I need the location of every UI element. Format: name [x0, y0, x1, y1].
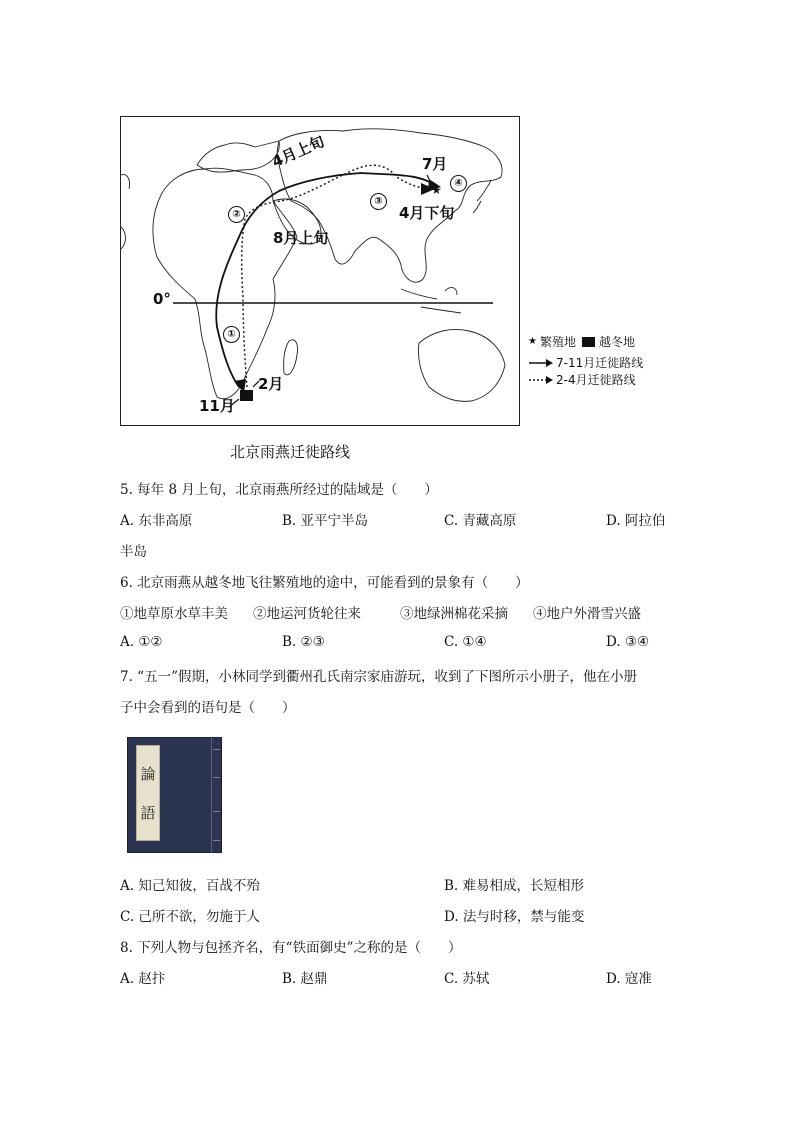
world-map-outline [121, 117, 521, 427]
q6-statement-2: ②地运河货轮往来 [253, 606, 361, 622]
lunyu-booklet-image [127, 737, 222, 853]
label-aug-early: 8月上旬 [273, 229, 329, 247]
book-stitch [213, 777, 220, 778]
book-stitch [213, 840, 220, 841]
q6-option-a[interactable]: A. ①② [120, 634, 163, 650]
q5-option-d-wrap: 半岛 [120, 544, 147, 560]
marker-4: ④ [450, 175, 467, 192]
route-spring-path [242, 165, 433, 387]
book-title-label [136, 745, 160, 841]
legend-route-autumn [528, 354, 643, 371]
label-jul: 7月 [422, 155, 448, 173]
breeding-ground-marker: ★ [431, 183, 442, 197]
q6-statement-1: ①地草原水草丰美 [120, 606, 228, 622]
map-caption: 北京雨燕迁徙路线 [230, 443, 351, 461]
question-7-stem-line2: 子中会看到的语句是（ ） [120, 700, 296, 716]
q5-option-b[interactable]: B. 亚平宁半岛 [282, 513, 369, 529]
label-apr-early: 4月上旬 [269, 132, 328, 172]
label-nov: 11月 [199, 397, 235, 415]
q7-option-d[interactable]: D. 法与时移，禁与能变 [444, 909, 585, 925]
q7-option-c[interactable]: C. 己所不欲，勿施于人 [120, 909, 260, 925]
legend-wintering-label: 越冬地 [598, 335, 635, 349]
q8-option-a[interactable]: A. 赵抃 [120, 971, 166, 987]
africa-outline [153, 168, 297, 399]
marker-2: ② [228, 206, 245, 223]
q5-option-d[interactable]: D. 阿拉伯 [606, 513, 666, 529]
q6-statement-4: ④地户外滑雪兴盛 [533, 606, 641, 622]
q8-option-b[interactable]: B. 赵鼎 [282, 971, 328, 987]
q6-option-b[interactable]: B. ②③ [282, 634, 325, 650]
star-icon: ★ [528, 336, 537, 347]
solid-arrow-icon [528, 358, 554, 368]
q6-option-c[interactable]: C. ①④ [444, 634, 487, 650]
legend-route-spring-label: 2-4月迁徙路线 [556, 373, 636, 387]
dotted-arrow-icon [528, 375, 554, 385]
question-5-stem: 5. 每年 8 月上旬，北京雨燕所经过的陆域是（ ） [120, 482, 438, 498]
legend-route-spring [528, 371, 636, 388]
japan-outline [473, 181, 491, 213]
america-outline [121, 175, 130, 249]
q8-option-c[interactable]: C. 苏轼 [444, 971, 490, 987]
legend-breeding-label: 繁殖地 [539, 335, 576, 349]
q7-option-b[interactable]: B. 难易相成，长短相形 [444, 878, 585, 894]
label-apr-late: 4月下旬 [399, 204, 455, 222]
book-title-char-2: 語 [140, 803, 156, 822]
q5-option-a[interactable]: A. 东非高原 [120, 513, 193, 529]
marker-3: ③ [370, 193, 387, 210]
label-feb: 2月 [258, 375, 284, 393]
q6-statement-3: ③地绿洲棉花采摘 [400, 606, 508, 622]
question-6-stem: 6. 北京雨燕从越冬地飞往繁殖地的途中，可能看到的景象有（ ） [120, 575, 529, 591]
q8-option-d[interactable]: D. 寇准 [606, 971, 652, 987]
australia-outline [418, 330, 505, 402]
legend-breeding-wintering [528, 333, 635, 350]
book-title-char-1: 論 [140, 765, 156, 784]
marker-1: ① [223, 326, 240, 343]
migration-map [120, 116, 520, 426]
indonesia-outline [401, 288, 461, 313]
question-7-stem-line1: 7. “五一”假期，小林同学到衢州孔氏南宗家庙游玩，收到了下图所示小册子，他在小册 [120, 669, 637, 685]
black-square-icon [582, 337, 595, 347]
question-8-stem: 8. 下列人物与包拯齐名，有“铁面御史”之称的是（ ） [120, 940, 462, 956]
label-equator: 0° [153, 290, 171, 308]
europe-outline [197, 141, 279, 172]
book-stitch [213, 811, 220, 812]
madagascar-outline [284, 340, 298, 375]
q7-option-a[interactable]: A. 知己知彼，百战不殆 [120, 878, 260, 894]
legend-route-autumn-label: 7-11月迁徙路线 [556, 356, 644, 370]
book-stitch [213, 749, 220, 750]
wintering-ground-marker [240, 390, 253, 401]
q6-option-d[interactable]: D. ③④ [606, 634, 650, 650]
book-binding-line [211, 737, 214, 853]
q5-option-c[interactable]: C. 青藏高原 [444, 513, 517, 529]
